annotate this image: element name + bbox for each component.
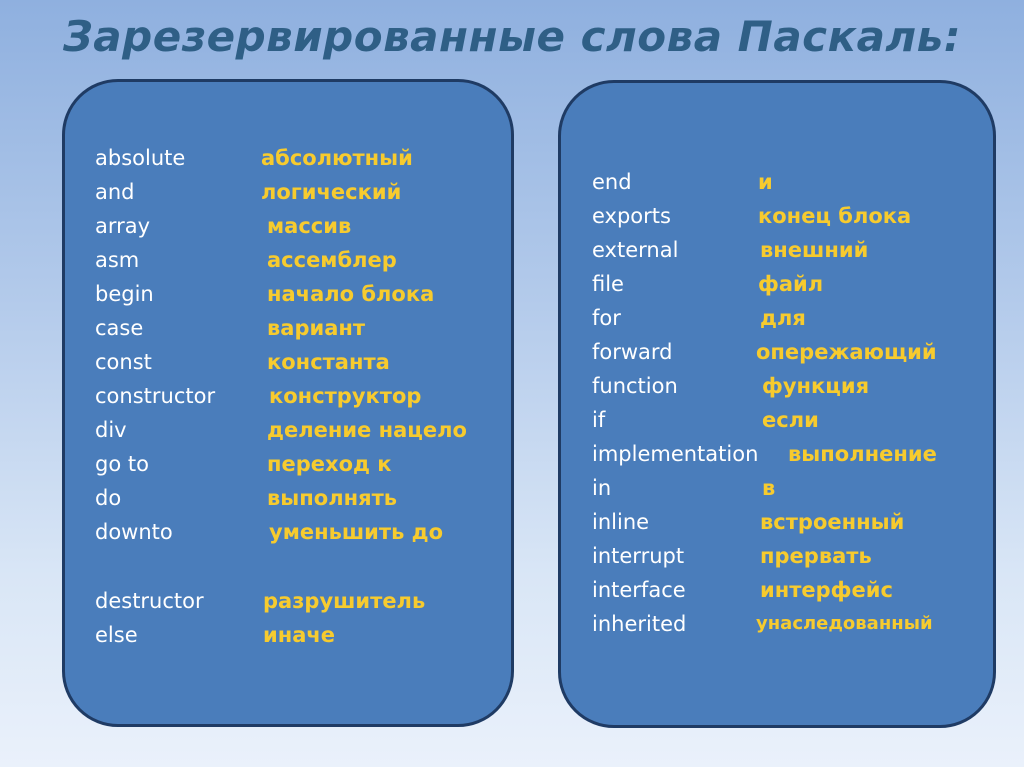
pascal-keyword: case (95, 316, 144, 340)
pascal-keyword: for (592, 306, 621, 330)
pascal-keyword: interrupt (592, 544, 685, 568)
left-word-panel (62, 79, 514, 727)
pascal-keyword: do (95, 486, 122, 510)
keyword-translation: уменьшить до (269, 520, 444, 544)
keyword-translation: в (762, 476, 776, 500)
pascal-keyword: inline (592, 510, 650, 534)
right-word-row (561, 505, 993, 539)
right-word-row (561, 369, 993, 403)
keyword-translation: унаследованный (756, 613, 933, 634)
pascal-keyword: begin (95, 282, 154, 306)
right-word-row (561, 233, 993, 267)
keyword-translation: константа (267, 350, 390, 374)
pascal-keyword: downto (95, 520, 173, 544)
right-word-row (561, 301, 993, 335)
left-word-row (65, 515, 511, 549)
keyword-translation: конструктор (269, 384, 422, 408)
pascal-keyword: implementation (592, 442, 759, 466)
left-word-row (65, 243, 511, 277)
pascal-keyword: external (592, 238, 679, 262)
left-word-row (65, 413, 511, 447)
pascal-keyword: function (592, 374, 678, 398)
pascal-keyword: inherited (592, 612, 687, 636)
pascal-keyword: in (592, 476, 612, 500)
pascal-keyword: asm (95, 248, 140, 272)
left-word-row (65, 209, 511, 243)
right-word-row (561, 165, 993, 199)
keyword-translation: если (762, 408, 819, 432)
keyword-translation: конец блока (758, 204, 912, 228)
pascal-keyword: interface (592, 578, 686, 602)
pascal-keyword: absolute (95, 146, 186, 170)
pascal-keyword: go to (95, 452, 149, 476)
left-word-row (65, 481, 511, 515)
left-word-row (65, 618, 511, 652)
pascal-keyword: div (95, 418, 127, 442)
pascal-keyword: exports (592, 204, 671, 228)
keyword-translation: массив (267, 214, 352, 238)
pascal-keyword: destructor (95, 589, 204, 613)
left-word-row (65, 277, 511, 311)
keyword-translation: встроенный (760, 510, 905, 534)
left-word-row (65, 141, 511, 175)
keyword-translation: разрушитель (263, 589, 426, 613)
keyword-translation: иначе (263, 623, 336, 647)
keyword-translation: деление нацело (267, 418, 467, 442)
left-word-row (65, 175, 511, 209)
right-word-row (561, 267, 993, 301)
slide-title: Зарезервированные слова Паскаль: (62, 12, 962, 61)
keyword-translation: интерфейс (760, 578, 893, 602)
pascal-keyword: file (592, 272, 624, 296)
keyword-translation: прервать (760, 544, 872, 568)
right-word-row (561, 539, 993, 573)
keyword-translation: файл (758, 272, 824, 296)
keyword-translation: функция (762, 374, 870, 398)
pascal-keyword: else (95, 623, 138, 647)
keyword-translation: внешний (760, 238, 869, 262)
keyword-translation: ассемблер (267, 248, 397, 272)
keyword-translation: и (758, 170, 773, 194)
left-word-row (65, 311, 511, 345)
pascal-keyword: constructor (95, 384, 216, 408)
right-word-row (561, 403, 993, 437)
keyword-translation: переход к (267, 452, 392, 476)
keyword-translation: выполнять (267, 486, 398, 510)
keyword-translation: опережающий (756, 340, 937, 364)
left-word-row (65, 379, 511, 413)
right-word-row (561, 335, 993, 369)
right-word-row (561, 607, 993, 641)
right-word-row (561, 471, 993, 505)
pascal-keyword: forward (592, 340, 673, 364)
left-word-row (65, 447, 511, 481)
keyword-translation: для (760, 306, 806, 330)
pascal-keyword: const (95, 350, 152, 374)
pascal-keyword: if (592, 408, 606, 432)
left-word-row (65, 584, 511, 618)
keyword-translation: логический (261, 180, 402, 204)
right-word-row (561, 437, 993, 471)
right-word-row (561, 199, 993, 233)
keyword-translation: вариант (267, 316, 366, 340)
keyword-translation: выполнение (788, 442, 937, 466)
left-word-row (65, 345, 511, 379)
keyword-translation: абсолютный (261, 146, 413, 170)
pascal-keyword: end (592, 170, 632, 194)
keyword-translation: начало блока (267, 282, 435, 306)
right-word-panel (558, 80, 996, 728)
pascal-keyword: and (95, 180, 135, 204)
right-word-row (561, 573, 993, 607)
pascal-keyword: array (95, 214, 151, 238)
